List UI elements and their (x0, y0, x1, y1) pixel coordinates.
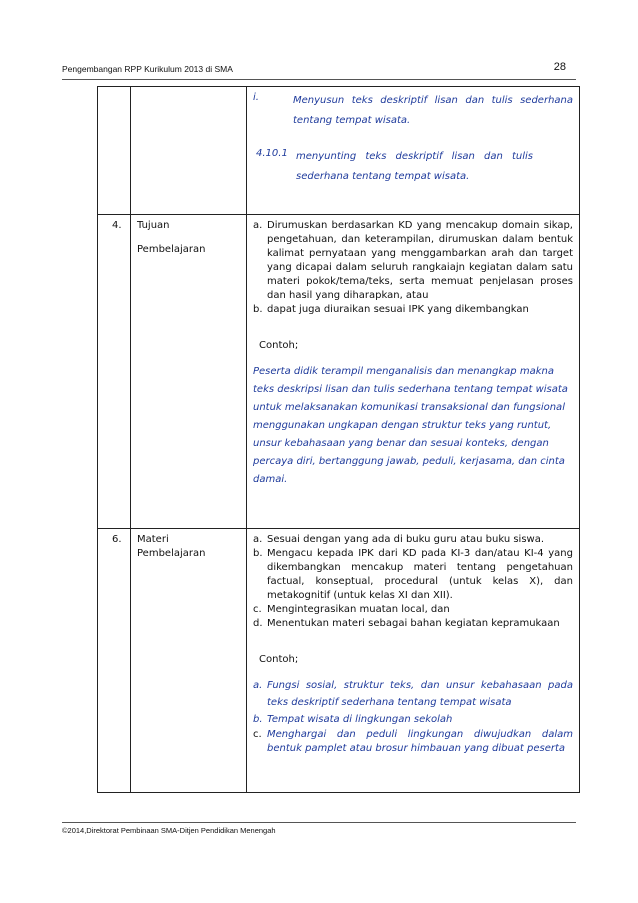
contoh-label: Contoh; (259, 340, 299, 351)
row-number: 4. (98, 215, 131, 529)
contoh-item: c. Menghargai dan peduli lingkungan diwujudkan dalam bentuk pamplet atau brosur himbauan yang dibuat peserta (253, 729, 573, 754)
header-rule (62, 79, 576, 80)
table-row (98, 529, 580, 793)
kd-item-i: i. Menyusun teks deskriptif lisan dan tulis sederhana tentang tempat wisata. (253, 92, 573, 126)
rpp-table (97, 86, 580, 793)
list-item: d. Menentukan materi sebagai bahan kegiatan kepramukaan (253, 618, 560, 629)
page-header (62, 62, 576, 80)
list-item: a. Sesuai dengan yang ada di buku guru atau buku siswa. (253, 534, 545, 545)
table-row (98, 87, 580, 215)
table-row (98, 215, 580, 529)
contoh-item: a. Fungsi sosial, struktur teks, dan unsur kebahasaan pada teks deskriptif sederhana tentang tempat wisata (253, 680, 573, 708)
list-item: c. Mengintegrasikan muatan local, dan (253, 604, 450, 615)
list-item: a. Dirumuskan berdasarkan KD yang mencakup domain sikap, pengetahuan, dan keterampilan, dirumuskan dalam bentuk kalimat pernyataan yang menggambarkan arah dan target yang dicapai dalam seluruh rangkaiajn kegiatan dalam satu materi pokok/tema/teks, serta memuat penjelasan proses dan hasil yang diharapkan, atau (253, 220, 573, 301)
contoh-item: b. Tempat wisata di lingkungan sekolah (253, 714, 453, 725)
row-label: Tujuan Pembelajaran (137, 220, 206, 255)
row-label: Materi Pembelajaran (137, 534, 206, 559)
row-number: 6. (98, 529, 131, 793)
contoh-label: Contoh; (259, 654, 299, 665)
footer-rule (62, 822, 576, 823)
contoh-text: Peserta didik terampil menganalisis dan menangkap makna teks deskripsi lisan dan tulis sederhana tentang tempat wisata untuk melaksanakan komunikasi transaksional dan fungsional menggunakan ungkapan dengan struktur teks yang runtut, unsur kebahasaan yang benar dan sesuai konteks, dengan percaya diri, bertanggung jawab, peduli, kerjasama, dan cinta damai. (253, 366, 568, 485)
list-item: b. dapat juga diuraikan sesuai IPK yang dikembangkan (253, 304, 529, 315)
list-item: b. Mengacu kepada IPK dari KD pada KI-3 dan/atau KI-4 yang dikembangkan mencakup materi tentang pengetahuan factual, konseptual, procedural (untuk kelas X), dan metakognitif (untuk kelas XI dan XII). (253, 548, 573, 601)
header-title: Pengembangan RPP Kurikulum 2013 di SMA (62, 64, 233, 74)
footer-text: ©2014,Direktorat Pembinaan SMA-Ditjen Pendidikan Menengah (62, 826, 276, 835)
kd-item-4-10-1: 4.10.1 menyunting teks deskriptif lisan dan tulis sederhana tentang tempat wisata. (256, 148, 533, 182)
page-number: 28 (553, 61, 566, 73)
